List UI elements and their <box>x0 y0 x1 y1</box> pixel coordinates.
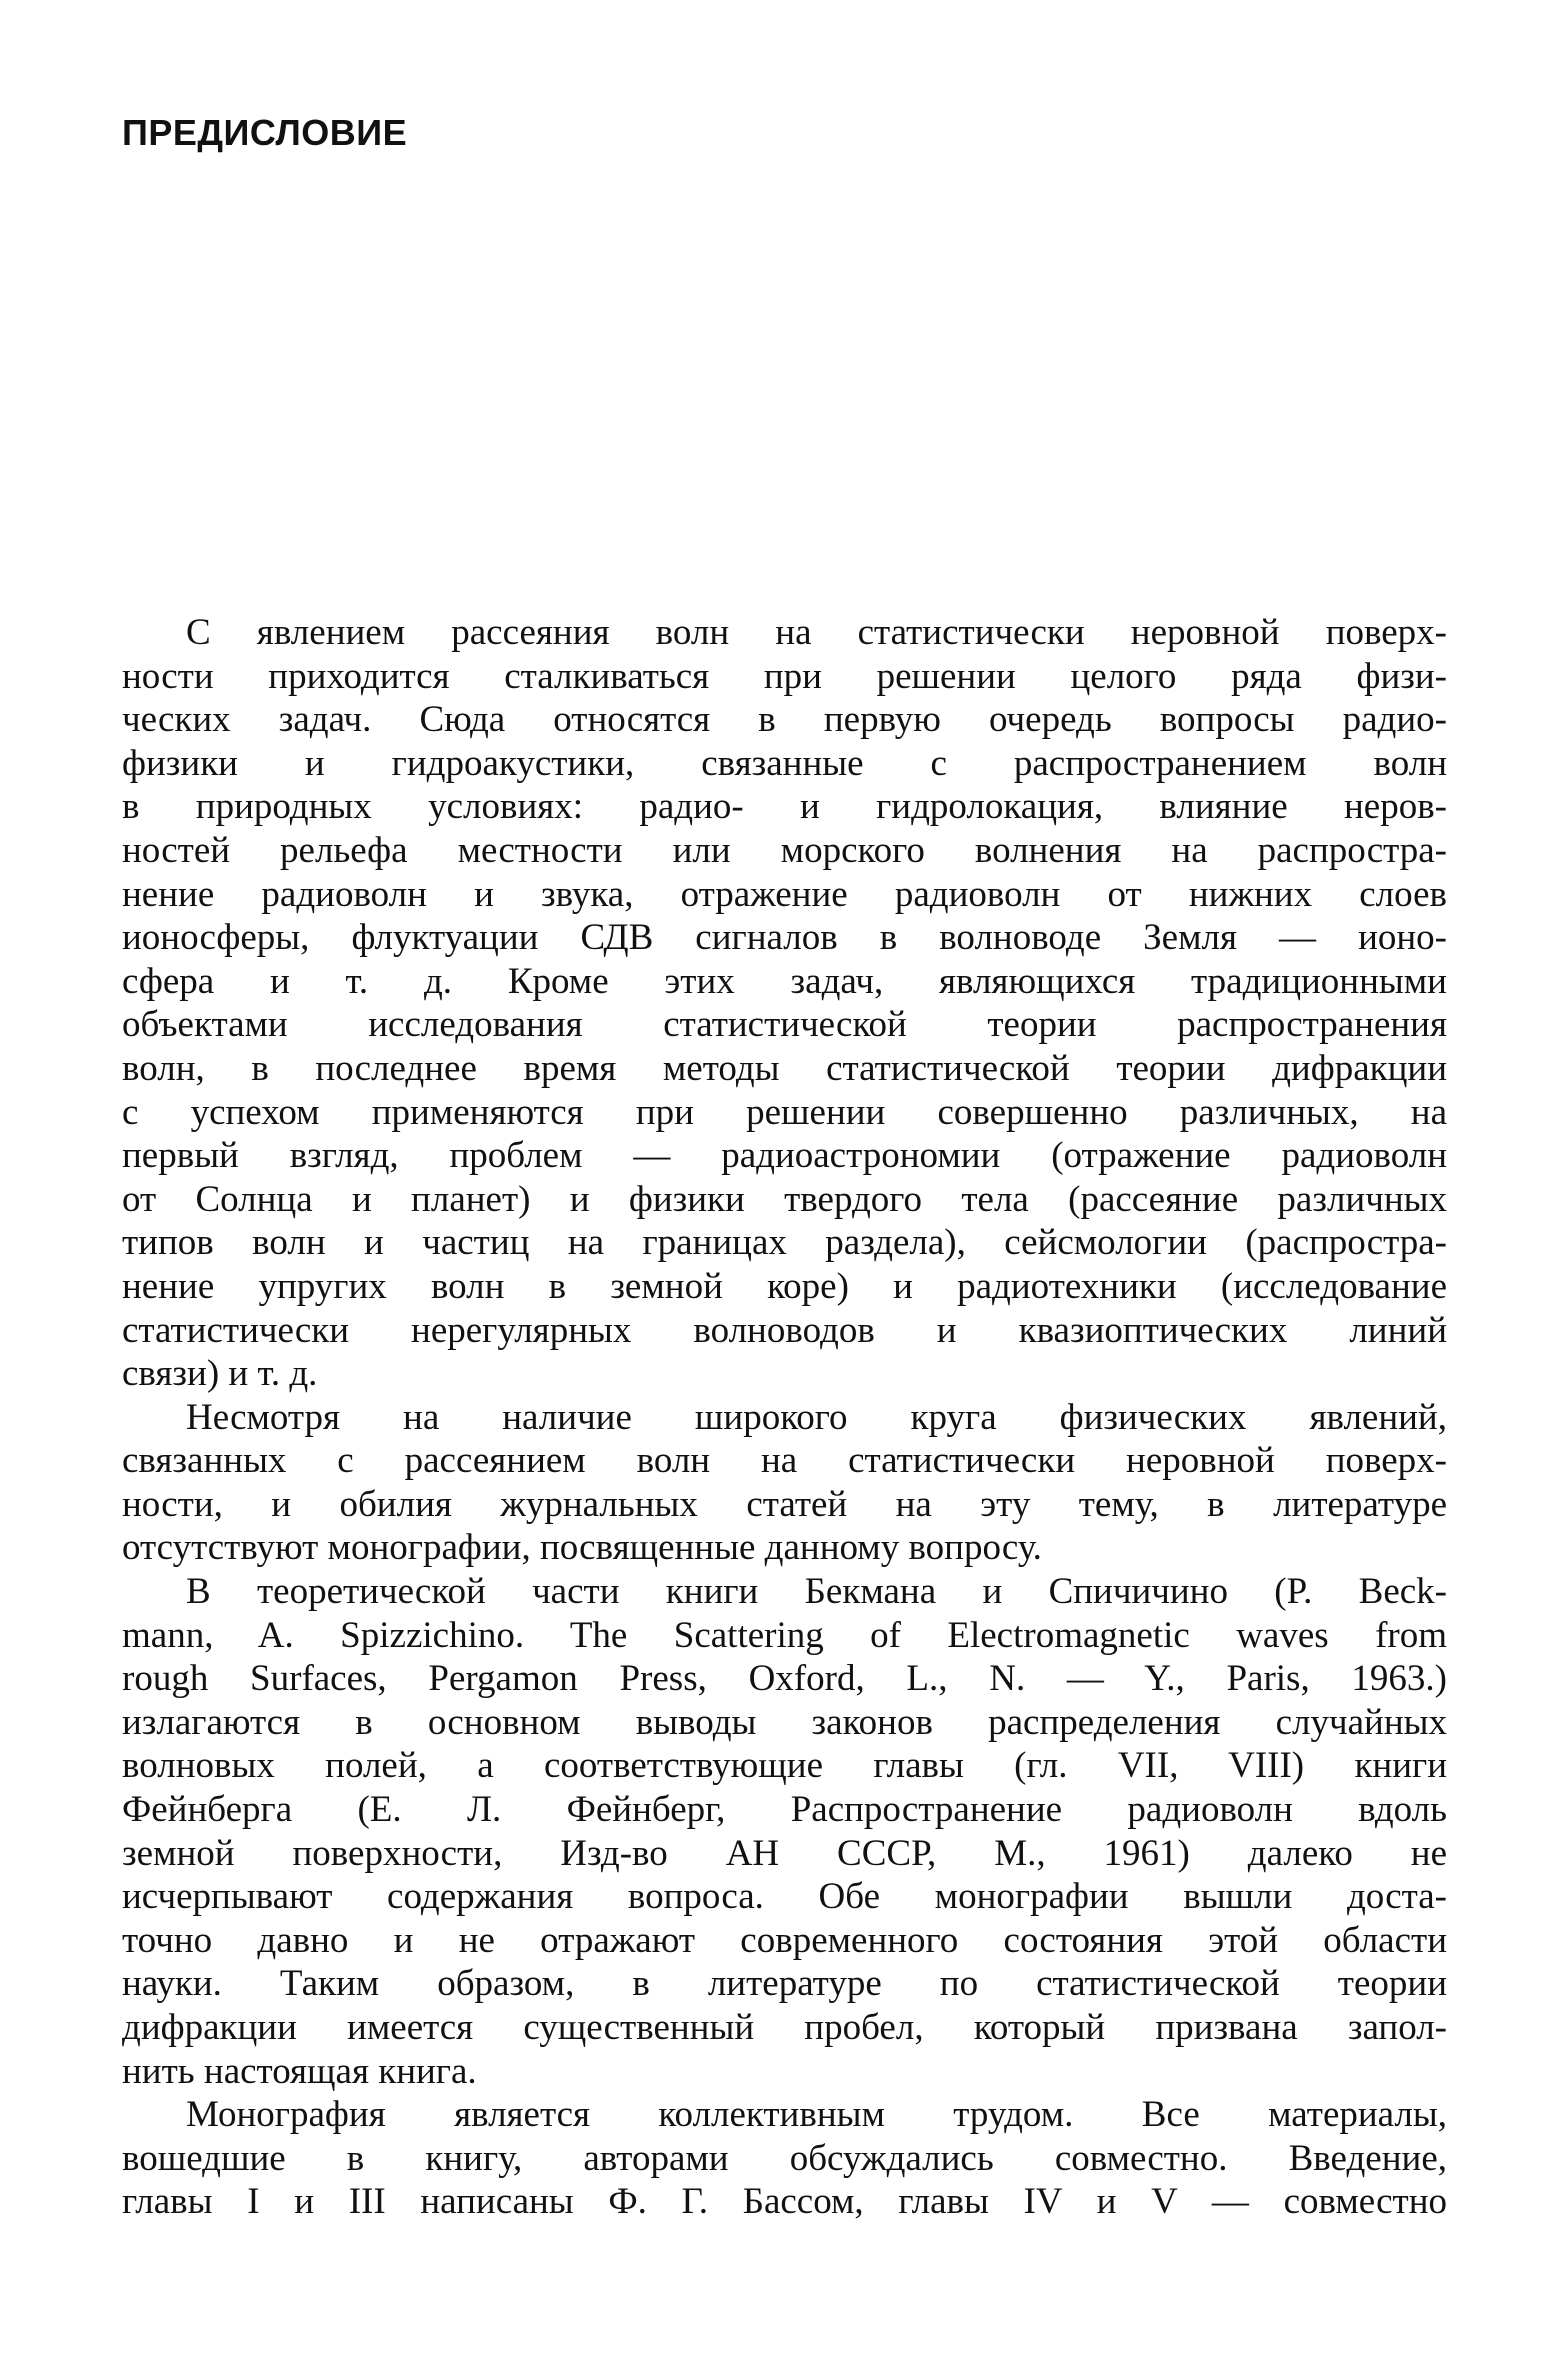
text-line: связи) и т. д. <box>122 1353 318 1395</box>
paragraph <box>122 1396 1447 1570</box>
text-line: объектами исследования статистической теории распространения <box>122 1004 1447 1046</box>
text-line: нение упругих волн в земной коре) и радиотехники (исследование <box>122 1265 1447 1307</box>
text-line: ности приходится сталкиваться при решении целого ряда физи- <box>122 655 1447 697</box>
text-line: с успехом применяются при решении совершенно различных, на <box>122 1091 1447 1133</box>
text-line: излагаются в основном выводы законов распределения случайных <box>122 1701 1447 1743</box>
text-line: В теоретической части книги Бекмана и Спичичино (P. Beck- <box>186 1571 1447 1613</box>
text-line: типов волн и частиц на границах раздела), сейсмологии (распростра- <box>122 1222 1447 1264</box>
text-line: точно давно и не отражают современного состояния этой области <box>122 1919 1447 1961</box>
text-line: mann, A. Spizzichino. The Scattering of Electromagnetic waves from <box>122 1614 1447 1656</box>
body-text <box>122 611 1447 2224</box>
text-line: волн, в последнее время методы статистической теории дифракции <box>122 1047 1447 1089</box>
text-line: ионосферы, флуктуации СДВ сигналов в волноводе Земля — ионо- <box>122 917 1447 959</box>
paragraph <box>122 2093 1447 2224</box>
text-line: физики и гидроакустики, связанные с распространением волн <box>122 742 1447 784</box>
text-line: ческих задач. Сюда относятся в первую очередь вопросы радио- <box>122 699 1447 741</box>
text-line: дифракции имеется существенный пробел, который призвана запол- <box>122 2007 1447 2048</box>
text-line: нить настоящая книга. <box>122 2050 477 2092</box>
text-line: статистически нерегулярных волноводов и квазиоптических линий <box>122 1309 1447 1351</box>
text-line: Фейнберга (Е. Л. Фейнберг, Распространение радиоволн вдоль <box>122 1789 1447 1831</box>
text-line: первый взгляд, проблем — радиоастрономии (отражение радиоволн <box>122 1135 1447 1177</box>
text-line: Несмотря на наличие широкого круга физических явлений, <box>186 1396 1447 1438</box>
text-line: ности, и обилия журнальных статей на эту тему, в литературе <box>122 1483 1447 1525</box>
text-line: ностей рельефа местности или морского волнения на распростра- <box>122 829 1447 871</box>
text-line: исчерпывают содержания вопроса. Обе монографии вышли доста- <box>122 1876 1447 1918</box>
paragraph <box>122 1570 1447 2093</box>
text-line: сфера и т. д. Кроме этих задач, являющихся традиционными <box>122 960 1447 1002</box>
text-line: в природных условиях: радио- и гидролокация, влияние неров- <box>122 786 1447 828</box>
text-line: от Солнца и планет) и физики твердого тела (рассеяние различных <box>122 1178 1447 1220</box>
text-line: отсутствуют монографии, посвященные данному вопросу. <box>122 1527 1042 1569</box>
paragraph <box>122 611 1447 1396</box>
text-line: вошедшие в книгу, авторами обсуждались совместно. Введение, <box>122 2137 1447 2179</box>
text-line: земной поверхности, Изд-во АН СССР, М., 1961) далеко не <box>122 1832 1447 1874</box>
text-line: rough Surfaces, Pergamon Press, Oxford, L., N. — Y., Paris, 1963.) <box>122 1658 1447 1700</box>
text-line: главы I и III написаны Ф. Г. Бассом, главы IV и V — совместно <box>122 2181 1447 2223</box>
text-line: связанных с рассеянием волн на статистически неровной поверх- <box>122 1440 1447 1482</box>
text-line: науки. Таким образом, в литературе по статистической теории <box>122 1963 1447 2005</box>
text-line: нение радиоволн и звука, отражение радиоволн от нижних слоев <box>122 873 1447 915</box>
text-line: волновых полей, а соответствующие главы (гл. VII, VIII) книги <box>122 1745 1447 1787</box>
page-heading: ПРЕДИСЛОВИЕ <box>122 112 408 153</box>
text-line: Монография является коллективным трудом. Все материалы, <box>186 2094 1447 2136</box>
text-line: С явлением рассеяния волн на статистически неровной поверх- <box>186 612 1447 653</box>
